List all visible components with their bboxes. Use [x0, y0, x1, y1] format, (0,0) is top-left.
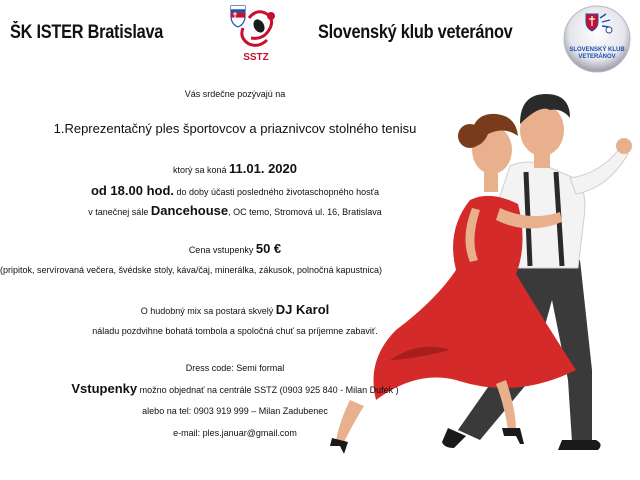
email-line: e-mail: ples.januar@gmail.com	[173, 428, 297, 438]
tickets-label: Vstupenky	[71, 381, 138, 396]
intro-text: Vás srdečne pozývajú na	[184, 89, 286, 99]
header-left-title: ŠK ISTER Bratislava	[10, 22, 164, 43]
price-line	[0, 241, 470, 256]
phone-line: alebo na tel: 0903 919 999 – Milan Zadubenec	[142, 406, 328, 416]
dancing-couple-illustration	[330, 80, 640, 480]
venue-rest: , OC temo, Stromová ul. 16, Bratislava	[228, 207, 382, 217]
header-right-title: Slovenský klub veteránov	[318, 22, 513, 43]
event-time: od 18.00 hod.	[90, 183, 175, 198]
music-prefix: O hudobný mix sa postará skvelý	[140, 306, 276, 316]
venue-prefix: v tanečnej sále	[88, 207, 151, 217]
tickets-line	[0, 381, 470, 396]
svk-logo	[562, 4, 632, 74]
time-rest: do doby účasti posledného životaschopného hosťa	[174, 187, 380, 197]
music-line	[0, 302, 470, 317]
price-value: 50 €	[255, 241, 282, 256]
date-line	[0, 161, 470, 176]
event-date: 11.01. 2020	[229, 161, 297, 176]
svk-logo-text-2: VETERÁNOV	[578, 54, 616, 60]
svk-logo-text-1: SLOVENSKÝ KLUB	[569, 47, 625, 53]
dj-name: DJ Karol	[275, 302, 330, 317]
dress-code: Dress code: Semi formal	[185, 363, 285, 373]
venue-line	[0, 203, 470, 218]
time-line	[0, 183, 470, 198]
sstz-logo-text: SSTZ	[243, 52, 269, 63]
venue-name: Dancehouse	[150, 203, 229, 218]
tombola-text: náladu pozdvihne bohatá tombola a spoločná chuť sa príjemne zabaviť.	[92, 326, 378, 336]
price-label: Cena vstupenky	[188, 245, 256, 255]
date-prefix: ktorý sa koná	[173, 165, 230, 175]
includes-text: (pripitok, servírovaná večera, švédske stoly, káva/čaj, minerálka, zákusok, polnočná kapustnica)	[0, 265, 383, 275]
sstz-logo	[225, 2, 287, 64]
tickets-rest: možno objednať na centrále SSTZ (0903 925 840 - Milan Dufek )	[137, 385, 399, 395]
event-title: 1.Reprezentačný ples športovcov a priaznivcov stolného tenisu	[53, 121, 417, 136]
